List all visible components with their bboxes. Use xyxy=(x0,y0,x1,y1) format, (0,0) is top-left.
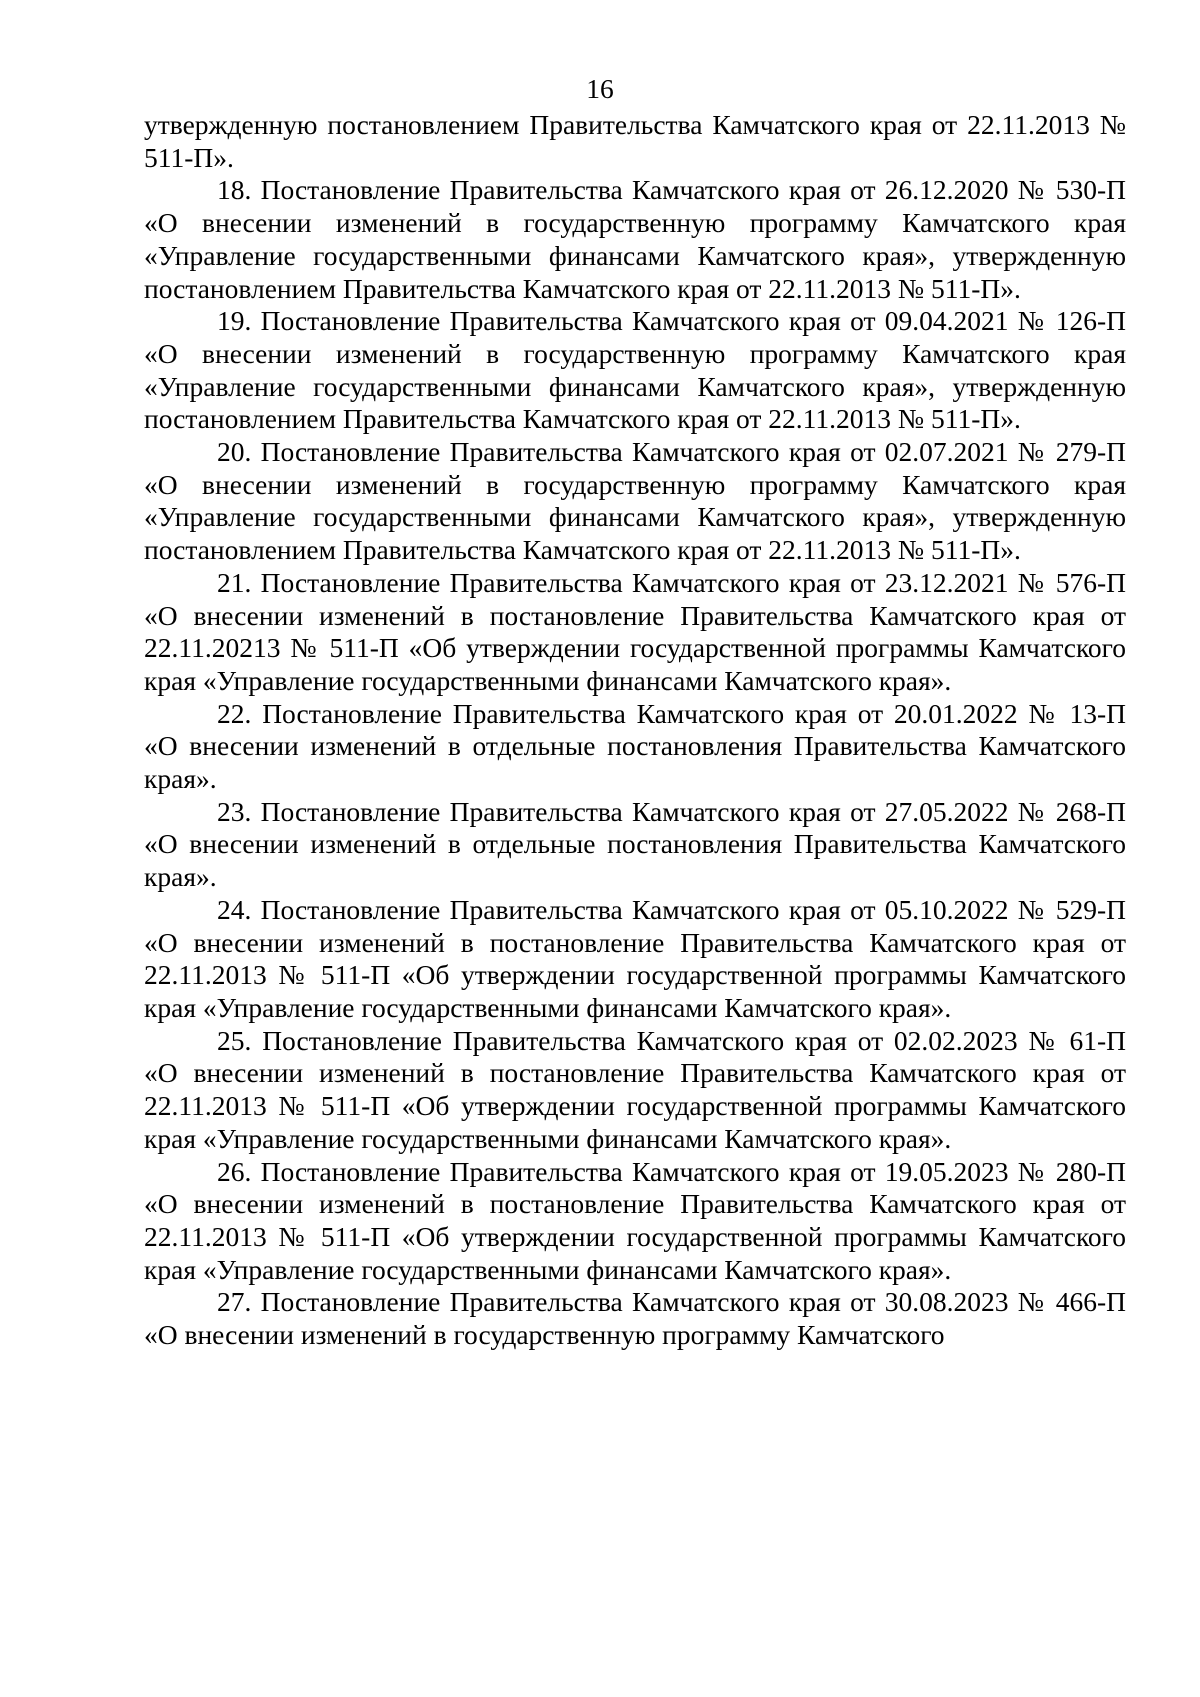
paragraph-continuation: утвержденную постановлением Правительства Камчатского края от 22.11.2013 № 511-П». xyxy=(144,109,1126,173)
list-item-20: 20. Постановление Правительства Камчатского края от 02.07.2021 № 279-П «О внесении изменений в государственную программу Камчатского края «Управление государственными финансами Камчатского края», утвержденную постановлением Правительства Камчатского края от 22.11.2013 № 511-П». xyxy=(144,436,1126,566)
list-item-26: 26. Постановление Правительства Камчатского края от 19.05.2023 № 280-П «О внесении изменений в постановление Правительства Камчатского края от 22.11.2013 № 511-П «Об утверждении государственной программы Камчатского края «Управление государственными финансами Камчатского края». xyxy=(144,1155,1126,1285)
list-item-19: 19. Постановление Правительства Камчатского края от 09.04.2021 № 126-П «О внесении изменений в государственную программу Камчатского края «Управление государственными финансами Камчатского края», утвержденную постановлением Правительства Камчатского края от 22.11.2013 № 511-П». xyxy=(144,305,1126,435)
list-item-25: 25. Постановление Правительства Камчатского края от 02.02.2023 № 61-П «О внесении изменений в постановление Правительства Камчатского края от 22.11.2013 № 511-П «Об утверждении государственной программы Камчатского края «Управление государственными финансами Камчатского края». xyxy=(144,1024,1126,1154)
page-number: 16 xyxy=(586,73,614,104)
list-item-24: 24. Постановление Правительства Камчатского края от 05.10.2022 № 529-П «О внесении изменений в постановление Правительства Камчатского края от 22.11.2013 № 511-П «Об утверждении государственной программы Камчатского края «Управление государственными финансами Камчатского края». xyxy=(144,893,1126,1023)
list-item-21: 21. Постановление Правительства Камчатского края от 23.12.2021 № 576-П «О внесении изменений в постановление Правительства Камчатского края от 22.11.20213 № 511-П «Об утверждении государственной программы Камчатского края «Управление государственными финансами Камчатского края». xyxy=(144,566,1126,696)
list-item-27: 27. Постановление Правительства Камчатского края от 30.08.2023 № 466-П «О внесении изменений в государственную программу Камчатского xyxy=(144,1286,1126,1351)
list-item-22: 22. Постановление Правительства Камчатского края от 20.01.2022 № 13-П «О внесении изменений в отдельные постановления Правительства Камчатского края». xyxy=(144,697,1126,795)
list-item-23: 23. Постановление Правительства Камчатского края от 27.05.2022 № 268-П «О внесении изменений в отдельные постановления Правительства Камчатского края». xyxy=(144,795,1126,893)
list-item-18: 18. Постановление Правительства Камчатского края от 26.12.2020 № 530-П «О внесении изменений в государственную программу Камчатского края «Управление государственными финансами Камчатского края», утвержденную постановлением Правительства Камчатского края от 22.11.2013 № 511-П». xyxy=(144,174,1126,304)
document-body xyxy=(144,109,1126,1352)
